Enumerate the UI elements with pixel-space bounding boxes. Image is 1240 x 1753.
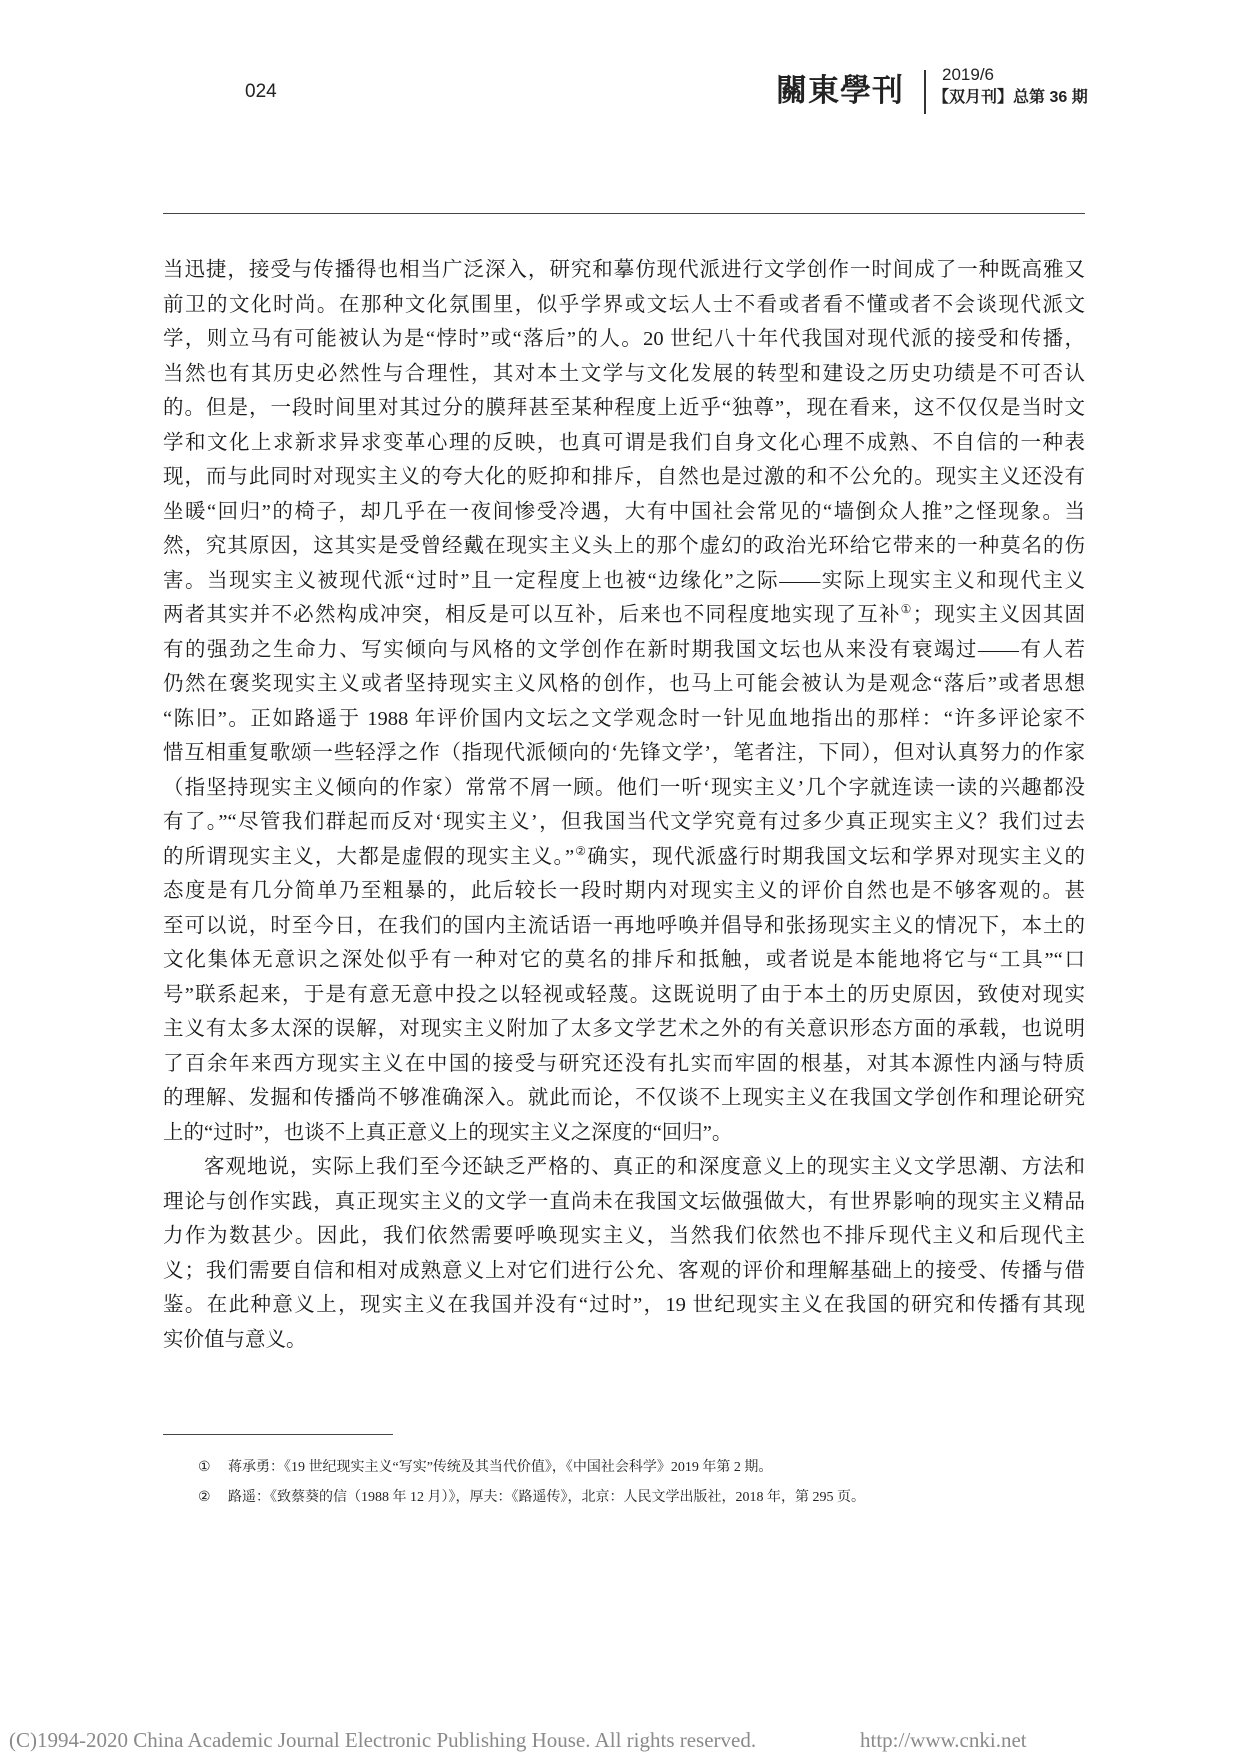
footnote (198, 1484, 865, 1512)
issue-date: 2019/6 (942, 65, 994, 84)
text-line: 理论与创作实践，真正现实主义的文学一直尚未在我国文坛做强做大，有世界影响的现实主义精品 (163, 1190, 1085, 1213)
copyright-notice: (C)1994-2020 China Academic Journal Electronic Publishing House. All rights reserved. (9, 1728, 757, 1752)
journal-logo: 關東學刊 (776, 73, 904, 109)
header-rule (163, 213, 1085, 214)
paragraph (163, 1150, 1085, 1357)
text-line: 上的“过时”，也谈不上真正意义上的现实主义之深度的“回归”。 (163, 1121, 733, 1144)
text-line: 的理解、发掘和传播尚不够准确深入。就此而论，不仅谈不上现实主义在我国文学创作和理论研究 (163, 1087, 1085, 1109)
text-line: 至可以说，时至今日，在我们的国内主流话语一再地呼唤并倡导和张扬现实主义的情况下，本土的 (163, 914, 1085, 937)
text-line: 前卫的文化时尚。在那种文化氛围里，似乎学界或文坛人士不看或者看不懂或者不会谈现代派文 (163, 293, 1085, 316)
text-segment: 确实，现代派盛行时期我国文坛和学界对现实主义的 (587, 845, 1086, 868)
footnote-reference: ① (900, 602, 913, 616)
text-line: 有了。”“尽管我们群起而反对‘现实主义’，但我国当代文学究竟有过多少真正现实主义？我们过去 (163, 811, 1085, 833)
text-line: 现，而与此同时对现实主义的夸大化的贬抑和排斥，自然也是过激的和不公允的。现实主义还没有 (163, 466, 1085, 488)
footnote-marker: ① (198, 1460, 211, 1475)
footnote-text: 蒋承勇：《19 世纪现实主义“写实”传统及其当代价值》，《中国社会科学》2019 年第 2 期。 (228, 1460, 773, 1475)
text-line: 害。当现实主义被现代派“过时”且一定程度上也被“边缘化”之际——实际上现实主义和现代主义 (163, 569, 1085, 592)
text-line: 号”联系起来，于是有意无意中投之以轻视或轻蔑。这既说明了由于本土的历史原因，致使对现实 (163, 983, 1085, 1006)
text-line: 有的强劲之生命力、写实倾向与风格的文学创作在新时期我国文坛也从来没有衰竭过——有人若 (163, 638, 1085, 661)
text-line: 客观地说，实际上我们至今还缺乏严格的、真正的和深度意义上的现实主义文学思潮、方法和 (204, 1156, 1085, 1178)
text-line: 力作为数甚少。因此，我们依然需要呼唤现实主义，当然我们依然也不排斥现代主义和后现代主 (163, 1225, 1085, 1247)
header-divider (924, 70, 926, 114)
text-line: 了百余年来西方现实主义在中国的接受与研究还没有扎实而牢固的根基，对其本源性内涵与特质 (163, 1052, 1085, 1075)
text-line: 当迅捷，接受与传播得也相当广泛深入，研究和摹仿现代派进行文学创作一时间成了一种既高雅又 (163, 259, 1085, 281)
text-line: “陈旧”。正如路遥于 1988 年评价国内文坛之文学观念时一针见血地指出的那样：“许多评论家不 (163, 707, 1085, 730)
text-line: 学，则立马有可能被认为是“悖时”或“落后”的人。20 世纪八十年代我国对现代派的接受和传播， (163, 328, 1085, 350)
text-line: 惜互相重复歌颂一些轻浮之作（指现代派倾向的‘先锋文学’，笔者注，下同），但对认真努力的作家 (163, 742, 1085, 764)
article-body (163, 253, 1085, 1357)
text-line: 鉴。在此种意义上，现实主义在我国并没有“过时”，19 世纪现实主义在我国的研究和传播有其现 (163, 1294, 1085, 1316)
footnote-reference: ② (574, 843, 588, 858)
publisher-url: http://www.cnki.net (860, 1728, 1027, 1752)
page-number: 024 (245, 81, 277, 102)
text-line: 义；我们需要自信和相对成熟意义上对它们进行公允、客观的评价和理解基础上的接受、传播与借 (163, 1259, 1085, 1282)
text-line: 然，究其原因，这其实是受曾经戴在现实主义头上的那个虚幻的政治光环给它带来的一种莫名的伤 (163, 535, 1085, 557)
text-line (163, 598, 1085, 633)
paragraph (163, 253, 1085, 1150)
text-line: 主义有太多太深的误解，对现实主义附加了太多文学艺术之外的有关意识形态方面的承载，也说明 (163, 1018, 1085, 1040)
text-line: 学和文化上求新求异求变革心理的反映，也真可谓是我们自身文化心理不成熟、不自信的一种表 (163, 431, 1085, 454)
text-line: 坐暖“回归”的椅子，却几乎在一夜间惨受冷遇，大有中国社会常见的“墙倒众人推”之怪现象。当 (163, 500, 1085, 523)
issue-info: 【双月刊】总第 36 期 (933, 89, 1088, 106)
text-segment: 两者其实并不必然构成冲突，相反是可以互补，后来也不同程度地实现了互补 (163, 604, 901, 626)
text-line: 态度是有几分简单乃至粗暴的，此后较长一段时期内对现实主义的评价自然也是不够客观的。甚 (163, 880, 1085, 902)
text-segment: 的所谓现实主义，大都是虚假的现实主义。” (163, 845, 575, 868)
text-line: 文化集体无意识之深处似乎有一种对它的莫名的排斥和抵触，或者说是本能地将它与“工具”“口 (163, 949, 1085, 971)
text-segment: ；现实主义因其固 (912, 604, 1086, 626)
text-line (163, 840, 1085, 875)
text-line: （指坚持现实主义倾向的作家）常常不屑一顾。他们一听‘现实主义’几个字就连读一读的兴趣都没 (163, 776, 1085, 799)
text-line: 实价值与意义。 (163, 1328, 307, 1351)
text-line: 仍然在褒奖现实主义或者坚持现实主义风格的创作，也马上可能会被认为是观念“落后”或者思想 (163, 673, 1085, 695)
footnote-marker: ② (198, 1490, 211, 1505)
text-line: 的。但是，一段时间里对其过分的膜拜甚至某种程度上近乎“独尊”，现在看来，这不仅仅是当时文 (163, 397, 1085, 419)
footnote-rule (163, 1434, 393, 1435)
footnote-text: 路遥：《致蔡葵的信（1988 年 12 月）》，厚夫：《路遥传》，北京：人民文学出版社，2018 年，第 295 页。 (228, 1490, 865, 1505)
footnote (198, 1454, 772, 1482)
text-line: 当然也有其历史必然性与合理性，其对本土文学与文化发展的转型和建设之历史功绩是不可否认 (163, 362, 1085, 385)
